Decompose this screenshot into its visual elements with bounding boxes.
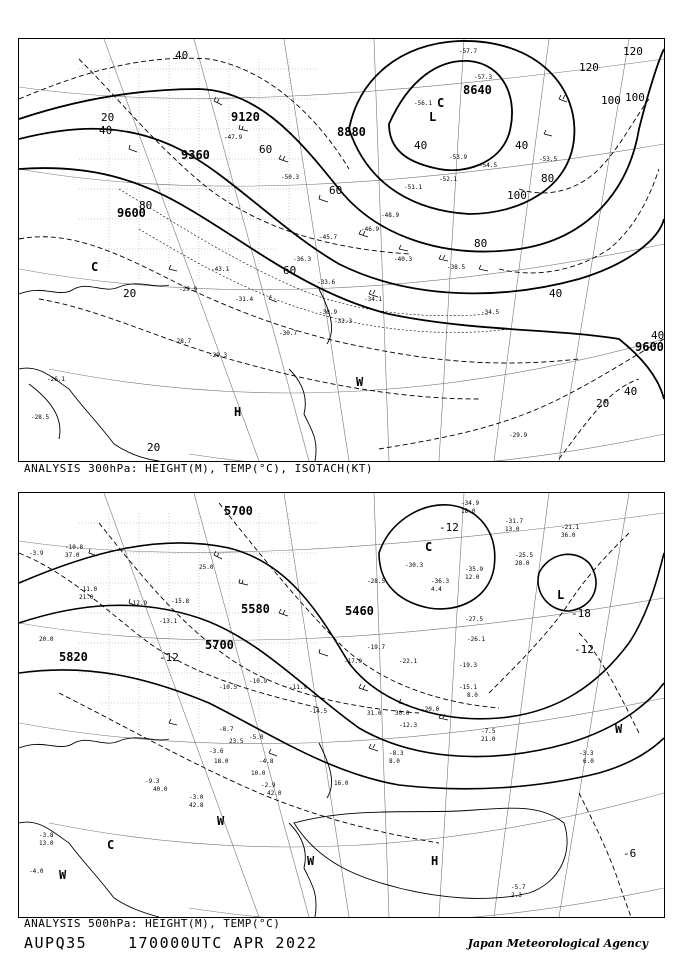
obs-value: 13.0 <box>505 526 520 533</box>
obs-value: 6.0 <box>583 758 594 765</box>
observation-values <box>39 508 594 899</box>
isotach-label: 80 <box>139 199 153 212</box>
isotach-label: 80 <box>474 237 488 250</box>
height-label: 5700 <box>205 638 234 652</box>
height-contours <box>19 41 664 399</box>
temp-sample: -25.5 <box>515 552 534 559</box>
temp-sample: -46.9 <box>361 226 380 233</box>
temp-sample: -43.1 <box>211 266 230 273</box>
obs-value: 4.4 <box>431 586 442 593</box>
height-label: 5460 <box>345 604 374 618</box>
height-label: 8640 <box>463 83 492 97</box>
temp-sample: -30.3 <box>405 562 424 569</box>
wind-barbs <box>89 549 448 756</box>
obs-value: 10.0 <box>251 770 266 777</box>
temp-sample: -10.5 <box>219 684 238 691</box>
temp-sample: -11.0 <box>79 586 98 593</box>
temp-sample: -53.9 <box>449 154 468 161</box>
temp-sample: -11.9 <box>289 684 308 691</box>
isotach-label: 80 <box>541 172 555 185</box>
height-label: 5820 <box>59 650 88 664</box>
map-500hpa <box>19 493 664 917</box>
obs-value: 2.3 <box>511 892 522 899</box>
temp-sample: -30.9 <box>319 309 338 316</box>
temp-sample: -3.8 <box>39 832 54 839</box>
isotach-label: 100 <box>601 94 621 107</box>
temp-sample: -5.7 <box>511 884 526 891</box>
isotach-label: 60 <box>259 143 273 156</box>
isotach-contours <box>19 58 664 459</box>
obs-value: 42.8 <box>189 802 204 809</box>
temp-sample: -31.7 <box>505 518 524 525</box>
isotach-label: 40 <box>414 139 428 152</box>
temp-sample: -57.3 <box>474 74 493 81</box>
height-label: 9600 <box>635 340 664 354</box>
temp-sample: -57.7 <box>459 48 478 55</box>
temp-sample: -50.3 <box>281 174 300 181</box>
temp-sample: -10.8 <box>65 544 84 551</box>
obs-value: 21.0 <box>79 594 94 601</box>
temp-sample: -36.3 <box>293 256 312 263</box>
temp-sample: -22.1 <box>399 658 418 665</box>
temp-sample: -52.1 <box>439 176 458 183</box>
temp-sample: -47.9 <box>224 134 243 141</box>
temp-sample: -26.1 <box>467 636 486 643</box>
isotach-label: 20 <box>596 397 610 410</box>
chart-valid-time: 170000UTC APR 2022 <box>128 934 318 952</box>
temp-sample: -27.5 <box>465 616 484 623</box>
temp-sample: -56.1 <box>414 100 433 107</box>
temp-sample: -33.6 <box>317 279 336 286</box>
isotach-label: 40 <box>549 287 563 300</box>
obs-value: 25.0 <box>199 564 214 571</box>
isotherms <box>119 189 509 333</box>
temp-sample: -14.5 <box>309 708 328 715</box>
obs-value: 8.0 <box>467 692 478 699</box>
warm-center-label-3: W <box>307 854 315 868</box>
temp-sample: -19.7 <box>367 644 386 651</box>
coastlines <box>19 738 567 917</box>
lat-lon-grid <box>19 493 664 917</box>
obs-value: 37.0 <box>65 552 80 559</box>
obs-value: 12.0 <box>465 574 480 581</box>
temp-sample: -31.4 <box>235 296 254 303</box>
temp-sample: -28.7 <box>173 338 192 345</box>
obs-value: 31.0 <box>367 710 382 717</box>
temp-sample: -34.5 <box>481 309 500 316</box>
temp-sample: -34.9 <box>461 500 480 507</box>
height-label: 9120 <box>231 110 260 124</box>
isotach-label: 60 <box>283 264 297 277</box>
map-300hpa <box>19 39 664 461</box>
temp-sample: -26.1 <box>47 376 66 383</box>
isotherm-label: -18 <box>571 607 591 620</box>
cold-center-label: C <box>437 96 445 110</box>
obs-value: 21.0 <box>481 736 496 743</box>
temp-sample: -15.1 <box>459 684 478 691</box>
temp-sample: -13.1 <box>159 618 178 625</box>
temp-sample: -12.3 <box>399 722 418 729</box>
cold-center-label-2: C <box>107 838 115 852</box>
cold-center-label-2: C <box>91 260 99 274</box>
observation-mesh <box>79 513 319 733</box>
height-label: 9600 <box>117 206 146 220</box>
temp-sample: -28.5 <box>367 578 386 585</box>
obs-value: 18.0 <box>461 508 476 515</box>
high-center-label: H <box>234 405 242 419</box>
isotherm-label: -12 <box>574 643 594 656</box>
isotach-label: 20 <box>123 287 137 300</box>
temp-sample: -45.7 <box>319 234 338 241</box>
temp-sample: -10.9 <box>249 678 268 685</box>
temp-sample: -3.0 <box>189 794 204 801</box>
temp-sample: -17.9 <box>344 658 363 665</box>
isotherm-contours <box>19 503 639 917</box>
temp-sample: -20.0 <box>421 706 440 713</box>
temp-sample: -40.3 <box>394 256 413 263</box>
temp-sample: -35.9 <box>465 566 484 573</box>
temp-sample: -29.9 <box>179 286 198 293</box>
isotherm-label: -6 <box>623 847 637 860</box>
obs-value: 40.0 <box>153 786 168 793</box>
temp-sample: -4.8 <box>259 758 274 765</box>
obs-value: 28.0 <box>515 560 530 567</box>
temp-sample: -7.5 <box>481 728 496 735</box>
isotach-label: 40 <box>651 329 664 342</box>
warm-center-label: W <box>356 375 364 389</box>
chart-500hpa <box>18 492 665 918</box>
temp-sample: -28.5 <box>31 414 50 421</box>
temp-sample: -32.3 <box>334 318 353 325</box>
obs-value: 30.0 <box>395 710 410 717</box>
height-label: 8880 <box>337 125 366 139</box>
isotach-label: 20 <box>147 441 161 454</box>
temp-sample: -48.9 <box>381 212 400 219</box>
obs-value: 8.0 <box>389 758 400 765</box>
obs-value: 20.0 <box>39 636 54 643</box>
obs-value: 23.5 <box>229 738 244 745</box>
isotach-label: 40 <box>515 139 529 152</box>
isotach-label: 40 <box>99 124 113 137</box>
warm-center-label: W <box>615 722 623 736</box>
height-label: 5700 <box>224 504 253 518</box>
isotach-label: 120 <box>579 61 599 74</box>
isotherm-label: -12 <box>439 521 459 534</box>
isotach-label: 20 <box>101 111 115 124</box>
low-center-label: L <box>557 588 565 602</box>
obs-value: 42.0 <box>267 790 282 797</box>
warm-center-label-4: W <box>59 868 67 882</box>
temp-sample: -4.0 <box>29 868 44 875</box>
isotach-label: 100 <box>625 91 645 104</box>
temperature-samples <box>29 500 594 891</box>
temp-sample: -30.7 <box>279 330 298 337</box>
temp-sample: -8.3 <box>389 750 404 757</box>
caption-300hpa: ANALYSIS 300hPa: HEIGHT(M), TEMP(°C), ISOTACH(KT) <box>24 462 374 475</box>
isotach-label: 100 <box>507 189 527 202</box>
chart-300hpa <box>18 38 665 462</box>
chart-code: AUPQ35 <box>24 934 88 952</box>
temp-sample: -12.9 <box>129 600 148 607</box>
temp-sample: -34.1 <box>364 296 383 303</box>
temp-sample: -19.3 <box>459 662 478 669</box>
height-label: 5580 <box>241 602 270 616</box>
temp-sample: -8.7 <box>219 726 234 733</box>
isotach-label: 60 <box>329 184 343 197</box>
low-center-label: L <box>429 110 437 124</box>
lat-lon-grid <box>19 39 664 461</box>
isotach-label: 40 <box>624 385 638 398</box>
cold-center-label: C <box>425 540 433 554</box>
temp-sample: -51.1 <box>404 184 423 191</box>
caption-500hpa: ANALYSIS 500hPa: HEIGHT(M), TEMP(°C) <box>24 917 281 930</box>
high-center-label: H <box>431 854 439 868</box>
warm-center-label-2: W <box>217 814 225 828</box>
temp-sample: -5.0 <box>249 734 264 741</box>
temp-sample: -3.6 <box>209 748 224 755</box>
temp-sample: -9.3 <box>145 778 160 785</box>
isotach-label: 120 <box>623 45 643 58</box>
isotach-label: 40 <box>175 49 189 62</box>
observation-mesh <box>79 59 319 279</box>
temp-sample: -15.8 <box>171 598 190 605</box>
height-label: 9360 <box>181 148 210 162</box>
temp-sample: -3.3 <box>579 750 594 757</box>
isotherm-label: -12 <box>159 651 179 664</box>
temp-sample: -3.9 <box>29 550 44 557</box>
temp-sample: -29.9 <box>509 432 528 439</box>
temp-sample: -2.9 <box>261 782 276 789</box>
obs-value: 36.0 <box>561 532 576 539</box>
temp-sample: -21.1 <box>561 524 580 531</box>
temp-sample: -54.5 <box>479 162 498 169</box>
obs-value: 13.0 <box>39 840 54 847</box>
temp-sample: -36.3 <box>431 578 450 585</box>
obs-value: 18.0 <box>214 758 229 765</box>
temp-sample: -38.5 <box>447 264 466 271</box>
temp-sample: -29.3 <box>209 352 228 359</box>
temp-sample: -53.5 <box>539 156 558 163</box>
obs-value: 16.0 <box>334 780 349 787</box>
agency-credit: Japan Meteorological Agency <box>467 937 648 950</box>
